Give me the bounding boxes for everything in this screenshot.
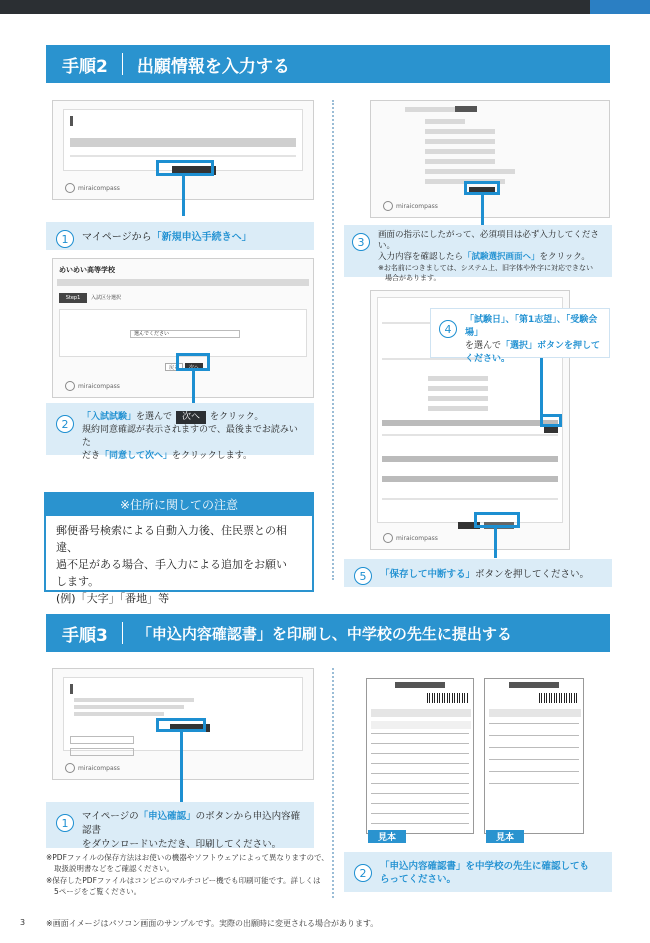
- top-bar: [0, 0, 650, 14]
- step2-title: 出願情報を入力する: [136, 56, 290, 77]
- form-row: [425, 129, 495, 134]
- highlight-confirm: [156, 718, 206, 732]
- callout-highlight: 「申込確認」: [138, 811, 196, 822]
- step-label: Step1: [59, 293, 87, 303]
- select-button[interactable]: [544, 426, 558, 433]
- callout-text: [380, 860, 589, 886]
- callout-seg: を選んで: [136, 412, 173, 422]
- logo-text: miraicompass: [78, 764, 120, 772]
- next-button[interactable]: 次へ: [185, 363, 203, 371]
- dotted-divider: [332, 668, 334, 898]
- step2-callout-1: [46, 222, 314, 250]
- doc-cell: [371, 709, 471, 717]
- callout-note: 場合があります。: [385, 274, 441, 282]
- step-number-badge: 1: [56, 230, 74, 248]
- step3-header: [46, 614, 610, 652]
- pdf-save-note: [46, 852, 329, 874]
- callout-line: [82, 411, 304, 424]
- table-header: [70, 138, 296, 147]
- callout-line: をダウンロードいただき、印刷してください。: [82, 839, 282, 850]
- nav-tabs: [57, 279, 309, 286]
- callout-text: [82, 810, 304, 852]
- text-line: [74, 705, 184, 709]
- arrow-connector: [494, 528, 497, 558]
- callout-seg: をクリックします。: [172, 451, 252, 461]
- top-bar-accent: [590, 0, 650, 14]
- doc-cell: [371, 721, 471, 729]
- exam-select-dropdown[interactable]: 選んでください: [130, 330, 240, 338]
- step-number-badge: 1: [56, 814, 74, 832]
- callout-line: [82, 450, 304, 463]
- logo-text: miraicompass: [78, 184, 120, 192]
- logo-text: miraicompass: [396, 202, 438, 210]
- header-separator: [122, 622, 123, 644]
- step2-callout-4: [430, 308, 610, 364]
- back-button[interactable]: 戻る: [165, 363, 183, 371]
- doc-row: [371, 763, 469, 764]
- miraicompass-logo: [65, 183, 120, 193]
- callout-text: [380, 567, 589, 582]
- miraicompass-logo: [65, 763, 120, 773]
- step2-number: 手順2: [62, 56, 108, 77]
- step2-callout-5: [344, 559, 612, 587]
- doc-row: [489, 771, 579, 772]
- sample-label-1: 見本: [368, 830, 406, 843]
- exam-select-form: [59, 309, 307, 357]
- notice-line: 過不足がある場合、手入力による追加をお願い: [56, 558, 287, 571]
- notice-body: [46, 516, 312, 613]
- arrow-connector: [182, 176, 185, 216]
- doc-row: [489, 747, 579, 748]
- divider: [382, 498, 558, 500]
- callout-line: 「申込内容確認書」を中学校の先生に確認しても: [380, 861, 590, 872]
- doc-row: [489, 783, 579, 784]
- callout-seg: 入力内容を確認したら: [378, 252, 464, 262]
- callout-line: らってください。: [380, 874, 457, 885]
- section-marker: [70, 116, 73, 126]
- step-number-badge: 5: [354, 567, 372, 585]
- doc-title-bar: [395, 682, 445, 688]
- arrow-connector: [192, 371, 195, 403]
- page-number: 3: [20, 918, 26, 927]
- callout-highlight: 「同意して次へ」: [100, 451, 173, 461]
- callout-seg: をクリック。: [539, 252, 590, 262]
- note-line: ※保存したPDFファイルはコンビニのマルチコピー機でも印刷可能です。詳しくは: [46, 876, 321, 885]
- form-row: [428, 406, 488, 411]
- link-button[interactable]: [70, 748, 134, 756]
- form-row: [428, 396, 488, 401]
- callout-highlight: 「選択」ボタンを押して: [501, 341, 601, 351]
- logo-text: miraicompass: [396, 534, 438, 542]
- step3-number: 手順3: [62, 625, 108, 646]
- step-number-badge: 2: [56, 415, 74, 433]
- callout-seg: のボタンから申込内容確認書: [82, 811, 301, 836]
- table-header: [382, 456, 558, 462]
- sample-document-1: [366, 678, 474, 834]
- note-line: ※PDFファイルの保存方法はお使いの機器やソフトウェアによって異なりますので、: [46, 853, 329, 862]
- callout-pre: マイページから: [82, 232, 152, 243]
- form-row: [428, 386, 488, 391]
- miraicompass-logo: [383, 201, 438, 211]
- callout-line: 「試験日」、「第1志望」、「受験会場」: [465, 315, 598, 338]
- form-row: [425, 139, 495, 144]
- dotted-divider: [332, 100, 334, 580]
- highlight-exam-select: [464, 181, 500, 195]
- notice-heading: ※住所に関しての注意: [46, 494, 312, 516]
- miraicompass-logo: [65, 381, 120, 391]
- divider: [70, 155, 296, 157]
- applicant-form-screenshot: [370, 100, 610, 218]
- logo-circle-icon: [383, 533, 393, 543]
- callout-text: [465, 314, 601, 366]
- barcode: [427, 693, 469, 703]
- next-chip: 次へ: [176, 411, 206, 424]
- footnote: ※画面イメージはパソコン画面のサンプルです。実際の出願時に変更される場合があります。: [46, 919, 379, 928]
- text-line: [74, 712, 164, 716]
- logo-circle-icon: [65, 763, 75, 773]
- highlight-next: [176, 353, 210, 371]
- confirmation-panel: [63, 677, 303, 751]
- notice-line: 郵便番号検索による自動入力後、住民票との相違、: [56, 524, 287, 554]
- notice-line: します。: [56, 575, 100, 588]
- doc-row: [489, 723, 579, 724]
- header-separator: [122, 53, 123, 75]
- step-number-badge: 4: [439, 320, 457, 338]
- note-line: 5ページをご覧ください。: [54, 887, 142, 896]
- school-name: めいめい高等学校: [59, 266, 115, 274]
- callout-seg: マイページの: [82, 811, 139, 822]
- doc-row: [371, 813, 469, 814]
- doc-row: [371, 803, 469, 804]
- form-row: [425, 119, 465, 124]
- highlight-select: [540, 414, 562, 427]
- callout-line: 規約同意確認が表示されますので、最後までお読みいた: [82, 425, 298, 448]
- logo-circle-icon: [65, 381, 75, 391]
- logo-circle-icon: [65, 183, 75, 193]
- form-tab: [455, 106, 477, 112]
- callout-highlight: 「試験選択画面へ」: [463, 252, 540, 262]
- step2-header: [46, 45, 610, 83]
- callout-line: [82, 810, 304, 838]
- arrow-connector: [481, 195, 484, 225]
- doc-row: [371, 773, 469, 774]
- doc-row: [371, 823, 469, 824]
- step-number-badge: 3: [352, 233, 370, 251]
- callout-highlight: 「入試試験」: [82, 412, 137, 422]
- arrow-connector: [180, 732, 183, 802]
- step3-title: 「申込内容確認書」を印刷し、中学校の先生に提出する: [136, 624, 512, 643]
- highlight-save-suspend: [474, 512, 520, 528]
- step3-callout-2: [344, 852, 612, 892]
- doc-row: [371, 733, 469, 734]
- callout-line: [378, 252, 604, 263]
- sample-document-2: [484, 678, 584, 834]
- callout-seg: を選んで: [465, 341, 502, 351]
- exam-select-screenshot: [52, 258, 314, 398]
- logo-text: miraicompass: [78, 382, 120, 390]
- miraicompass-logo: [383, 533, 438, 543]
- sample-label-2: 見本: [486, 830, 524, 843]
- doc-row: [371, 743, 469, 744]
- form-row: [425, 169, 515, 174]
- text-line: [74, 698, 194, 702]
- doc-title-bar: [509, 682, 559, 688]
- step3-callout-1: [46, 802, 314, 848]
- callout-note: ※お名前につきましては、システム上、旧字体や外字に対応できない: [378, 264, 594, 272]
- table-header: [382, 420, 558, 426]
- form-row: [428, 376, 488, 381]
- callout-seg: ボタンを押してください。: [475, 569, 590, 580]
- step-title: 入試区分選択: [91, 295, 122, 301]
- step2-callout-2: [46, 403, 314, 461]
- callout-highlight: 「保存して中断する」: [380, 569, 476, 580]
- step-number-badge: 2: [354, 864, 372, 882]
- callout-text: [378, 230, 604, 283]
- doc-row: [371, 753, 469, 754]
- callout-seg: だき: [82, 451, 101, 461]
- barcode: [539, 693, 579, 703]
- section-marker: [70, 684, 73, 694]
- form-row: [425, 159, 495, 164]
- doc-row: [489, 759, 579, 760]
- doc-row: [489, 735, 579, 736]
- doc-cell: [489, 709, 581, 717]
- callout-text: [82, 411, 304, 463]
- logo-circle-icon: [383, 201, 393, 211]
- callout-line: [465, 340, 601, 353]
- callout-text: [82, 230, 252, 245]
- address-notice: [44, 492, 314, 605]
- callout-highlight: 「新規申込手続きへ」: [151, 232, 252, 243]
- link-button[interactable]: [70, 736, 134, 744]
- table-header: [382, 476, 558, 482]
- callout-seg: をクリック。: [210, 412, 264, 422]
- highlight-new-application: [156, 160, 214, 176]
- doc-row: [371, 793, 469, 794]
- note-line: 取扱説明書などをご確認ください。: [54, 864, 174, 873]
- step2-callout-3: [344, 225, 612, 282]
- pdf-print-note: [46, 875, 321, 897]
- divider: [382, 434, 558, 436]
- callout-line: 画面の指示にしたがって、必須項目は必ず入力してください。: [378, 230, 599, 251]
- form-row: [425, 149, 495, 154]
- callout-line: ください。: [465, 354, 511, 364]
- notice-line: (例)「大字」「番地」等: [56, 592, 170, 605]
- doc-row: [371, 783, 469, 784]
